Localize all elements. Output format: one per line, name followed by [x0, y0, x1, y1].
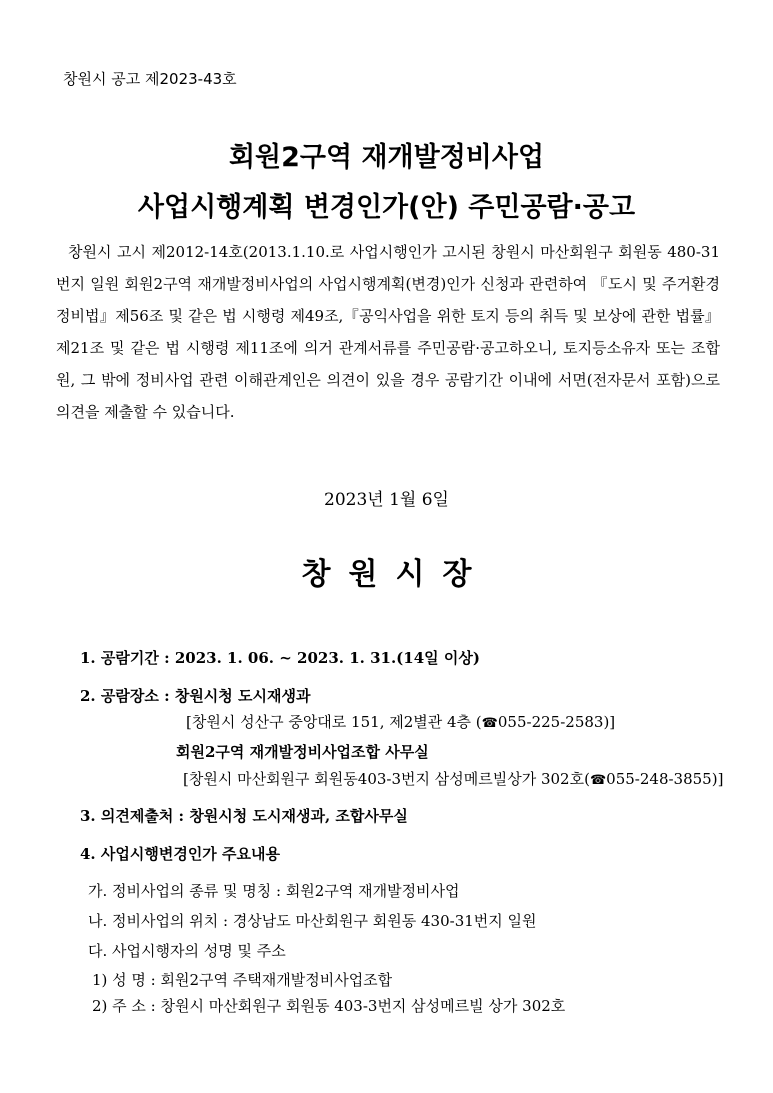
- place2-address-text: [창원시 마산회원구 회원동403-3번지 삼성메르빌상가 302호(: [183, 770, 590, 788]
- phone-icon: ☎: [481, 716, 498, 731]
- place1-phone: 055-225-2583)]: [497, 713, 616, 731]
- detail-da: 다. 사업시행자의 성명 및 주소: [88, 942, 286, 960]
- place1-address: [186, 711, 615, 732]
- detail-address: 2) 주 소 : 창원시 마산회원구 회원동 403-3번지 삼성메르빌 상가 302호: [92, 997, 566, 1015]
- notice-date: 2023년 1월 6일: [324, 490, 449, 510]
- issuer-name: 창원시장: [301, 557, 490, 592]
- place1-address-text: [창원시 성산구 중앙대로 151, 제2별관 4층 (: [186, 713, 482, 731]
- place2-name: 회원2구역 재개발정비사업조합 사무실: [176, 743, 429, 761]
- detail-name: 1) 성 명 : 회원2구역 주택재개발정비사업조합: [92, 971, 393, 989]
- detail-na: 나. 정비사업의 위치 : 경상남도 마산회원구 회원동 430-31번지 일원: [88, 912, 537, 930]
- item-submit: 3. 의견제출처 : 창원시청 도시재생과, 조합사무실: [80, 807, 408, 825]
- notice-body-paragraph: 창원시 고시 제2012-14호(2013.1.10.로 사업시행인가 고시된 창원시 마산회원구 회원동 480-31번지 일원 회원2구역 재개발정비사업의 사업시행계획(변경)인가 신청과 관련하여 『도시 및 주거환경정비법』제56조 및 같은 법 시행령 제49조,『공익사업을 위한 토지 등의 취득 및 보상에 관한 법률』제21조 및 같은 법 시행령 제11조에 의거 관계서류를 주민공람·공고하오니, 토지등소유자 또는 조합원, 그 밖에 정비사업 관련 이해관계인은 의견이 있을 경우 공람기간 이내에 서면(전자문서 포함)으로 의견을 제출할 수 있습니다.: [56, 243, 720, 421]
- title-line-1: 회원2구역 재개발정비사업: [228, 142, 545, 173]
- item-main-content: 4. 사업시행변경인가 주요내용: [80, 845, 280, 863]
- item-place-label: 2. 공람장소 : 창원시청 도시재생과: [80, 687, 311, 705]
- detail-ga: 가. 정비사업의 종류 및 명칭 : 회원2구역 재개발정비사업: [88, 882, 460, 900]
- notice-number: 창원시 공고 제2023-43호: [63, 70, 237, 88]
- place2-address: [183, 768, 723, 789]
- item-period: 1. 공람기간 : 2023. 1. 06. ~ 2023. 1. 31.(14일 이상): [80, 649, 480, 667]
- place2-phone: 055-248-3855)]: [606, 770, 724, 788]
- phone-icon: ☎: [589, 773, 607, 788]
- title-line-2: 사업시행계획 변경인가(안) 주민공람·공고: [137, 192, 636, 223]
